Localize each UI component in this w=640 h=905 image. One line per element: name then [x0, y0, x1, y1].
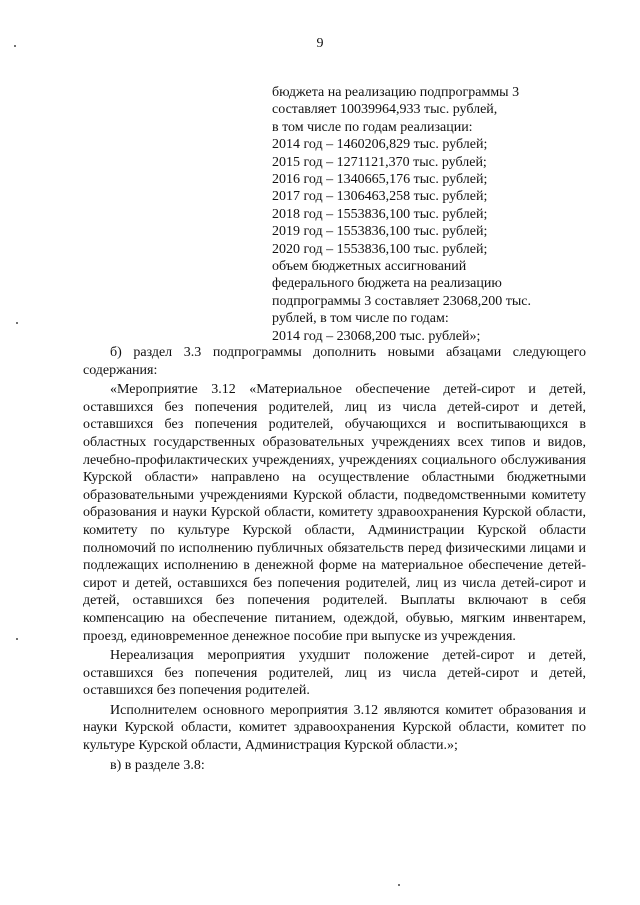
budget-line: федерального бюджета на реализацию — [272, 276, 502, 292]
page-number: 9 — [316, 36, 324, 51]
budget-line: составляет 10039964,933 тыс. рублей, — [272, 102, 498, 118]
paragraph-non-implementation: Нереализация мероприятия ухудшит положение детей-сирот и детей, оставшихся без попечения родителей, лиц из числа детей-сирот и детей, оставшихся без попечения родителей. — [83, 648, 586, 699]
budget-year-line: 2018 год – 1553836,100 тыс. рублей; — [272, 206, 488, 222]
budget-year-line: 2014 год – 1460206,829 тыс. рублей; — [272, 137, 488, 153]
budget-line: в том числе по годам реализации: — [272, 119, 473, 135]
paragraph-section-3-8: в) в разделе 3.8: — [110, 757, 205, 773]
paragraph-measure-3-12: «Мероприятие 3.12 «Материальное обеспечение детей-сирот и детей, оставшихся без попечения родителей, лиц из числа детей-сирот и детей, оставшихся без попечения родителей, обучающихся и воспитывающихся в областных государственных образовательных учреждениях всех типов и видов, лечебно-профилактических учреждениях, учреждениях социального обслуживания Курской области» направлено на осуществление областными бюджетными образовательными учреждениями Курской области, подведомственными комитету образования и науки Курской области, комитету здравоохранения Курской области, комитету по культуре Курской области, Администрации Курской области полномочий по исполнению публичных обязательств перед физическими лицами и подлежащих исполнению в денежной форме на материальное обеспечение детей-сирот и детей, оставшихся без попечения родителей, лиц из числа детей-сирот и детей, оставшихся без попечения родителей. Выплаты включают в себя компенсацию на обеспечение питанием, одеждой, обувью, мягким инвентарем, проезд, единовременное денежное пособие при выпуске из учреждения. — [83, 382, 586, 644]
budget-year-line: 2020 год – 1553836,100 тыс. рублей; — [272, 241, 488, 257]
budget-line: бюджета на реализацию подпрограммы 3 — [272, 85, 520, 100]
budget-year-line: 2016 год – 1340665,176 тыс. рублей; — [272, 172, 488, 188]
scan-speck — [16, 638, 18, 640]
scan-speck — [398, 884, 400, 886]
budget-year-line: 2019 год – 1553836,100 тыс. рублей; — [272, 224, 488, 240]
main-body-text — [83, 344, 586, 774]
scan-speck — [16, 322, 18, 324]
budget-year-line: 2015 год – 1271121,370 тыс. рублей; — [272, 154, 487, 170]
paragraph-section-3-3: б) раздел 3.3 подпрограммы дополнить новыми абзацами следующего содержания: — [83, 345, 586, 378]
scan-speck — [14, 45, 16, 47]
budget-year-line: 2014 год – 23068,200 тыс. рублей»; — [272, 328, 481, 344]
paragraph-executors: Исполнителем основного мероприятия 3.12 являются комитет образования и науки Курской области, комитет здравоохранения Курской области, комитет по культуре Курской области, Администрация Курской области.»; — [83, 702, 586, 754]
budget-line: подпрограммы 3 составляет 23068,200 тыс. — [272, 293, 531, 309]
budget-line: объем бюджетных ассигнований — [272, 259, 467, 275]
budget-continuation-block — [272, 84, 592, 345]
budget-line: рублей, в том числе по годам: — [272, 311, 449, 327]
budget-year-line: 2017 год – 1306463,258 тыс. рублей; — [272, 189, 488, 205]
